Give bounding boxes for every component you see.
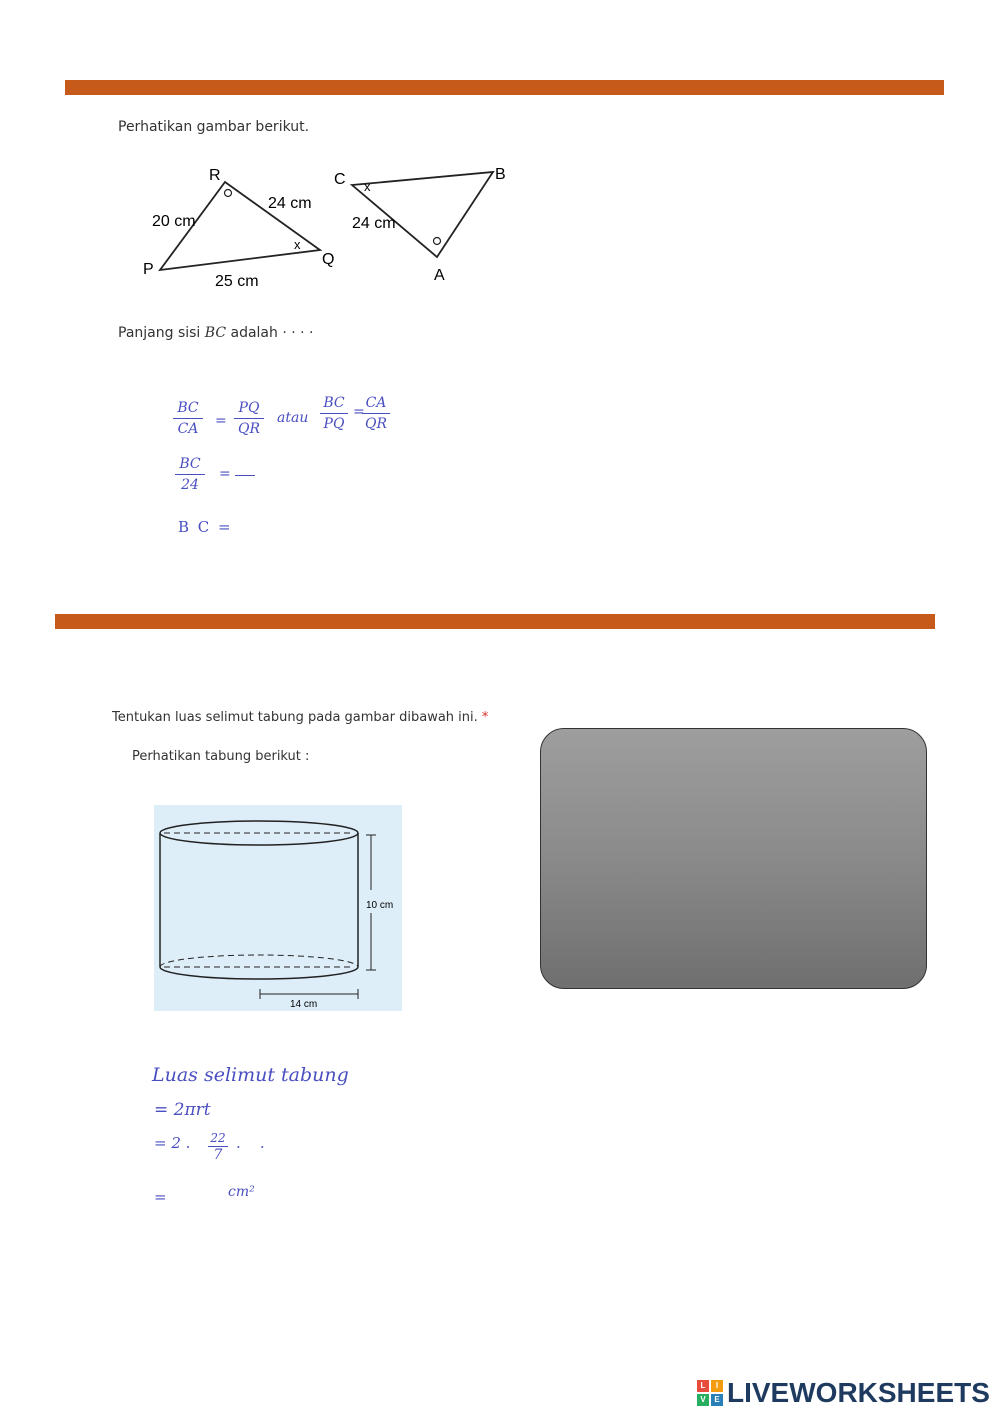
work2-line3-prefix: = <box>154 1188 167 1206</box>
logo-letter-i: I <box>711 1380 723 1392</box>
cylinder-figure <box>154 805 402 1011</box>
section1-question <box>118 325 313 341</box>
side-pq: 25 cm <box>215 273 259 290</box>
label-b: B <box>495 166 506 183</box>
similar-triangles-figure <box>140 160 520 295</box>
work-frac-pq-qr <box>234 400 264 437</box>
work2-line1: = 2πrt <box>154 1100 211 1120</box>
diameter-label: 14 cm <box>290 999 318 1010</box>
work2-line2-suffix: . . <box>236 1134 265 1152</box>
frac-num: PQ <box>238 400 260 416</box>
frac-num: BC <box>177 400 199 416</box>
liveworksheets-logo <box>697 1377 990 1409</box>
work-frac-bc-24 <box>175 456 205 493</box>
work2-line2-prefix: = 2 . <box>154 1134 191 1152</box>
section2-divider-bar <box>55 614 935 629</box>
angle-mark-a <box>434 238 441 245</box>
logo-text: LIVEWORKSHEETS <box>727 1377 990 1408</box>
answer-drop-box[interactable] <box>540 728 927 989</box>
label-a: A <box>434 267 445 284</box>
logo-letter-v: V <box>697 1394 709 1406</box>
work-bc-result: B C = <box>178 518 233 536</box>
work-or-word: atau <box>277 410 309 426</box>
frac-den: QR <box>364 416 388 432</box>
frac-den: 24 <box>181 477 199 493</box>
work2-frac-22-7 <box>208 1132 228 1163</box>
work-frac-bc-ca <box>173 400 203 437</box>
work-equals-2: = <box>353 404 365 420</box>
work-frac-ca-qr <box>362 395 390 432</box>
angle-mark-r <box>225 190 232 197</box>
question-var: BC <box>204 325 227 341</box>
frac-num: BC <box>179 456 201 472</box>
section2-prompt-text: Tentukan luas selimut tabung pada gambar dibawah ini. <box>112 710 478 725</box>
frac-den: PQ <box>323 416 345 432</box>
work-equals-1: = <box>215 413 227 429</box>
work2-line3-unit: cm² <box>228 1184 255 1200</box>
angle-mark-q: x <box>294 237 301 252</box>
label-p: P <box>143 261 154 278</box>
side-pr: 20 cm <box>152 213 196 230</box>
question-suffix: adalah · · · · <box>230 325 314 341</box>
frac-den: 7 <box>213 1147 223 1163</box>
work-frac-bc-pq <box>320 395 348 432</box>
work-equals-3: = <box>219 466 231 482</box>
logo-letter-l: L <box>697 1380 709 1392</box>
section2-sub-prompt: Perhatikan tabung berikut : <box>132 749 310 764</box>
label-r: R <box>209 167 221 184</box>
logo-icon <box>697 1380 723 1406</box>
side-rq: 24 cm <box>268 195 312 212</box>
logo-letter-e: E <box>711 1394 723 1406</box>
section1-prompt: Perhatikan gambar berikut. <box>118 119 310 135</box>
section1-divider-bar <box>65 80 944 95</box>
height-label: 10 cm <box>366 900 394 911</box>
frac-den: CA <box>177 421 199 437</box>
frac-num: 22 <box>210 1131 226 1145</box>
label-c: C <box>334 171 346 188</box>
angle-mark-c: x <box>364 179 371 194</box>
work-blank-line <box>235 475 255 476</box>
frac-num: BC <box>323 395 345 411</box>
frac-den: QR <box>237 421 261 437</box>
required-asterisk: * <box>481 710 489 725</box>
question-prefix: Panjang sisi <box>118 325 201 341</box>
frac-num: CA <box>365 395 387 411</box>
work2-title: Luas selimut tabung <box>152 1064 349 1086</box>
section2-prompt <box>112 710 488 725</box>
label-q: Q <box>322 251 335 268</box>
side-ca: 24 cm <box>352 215 396 232</box>
